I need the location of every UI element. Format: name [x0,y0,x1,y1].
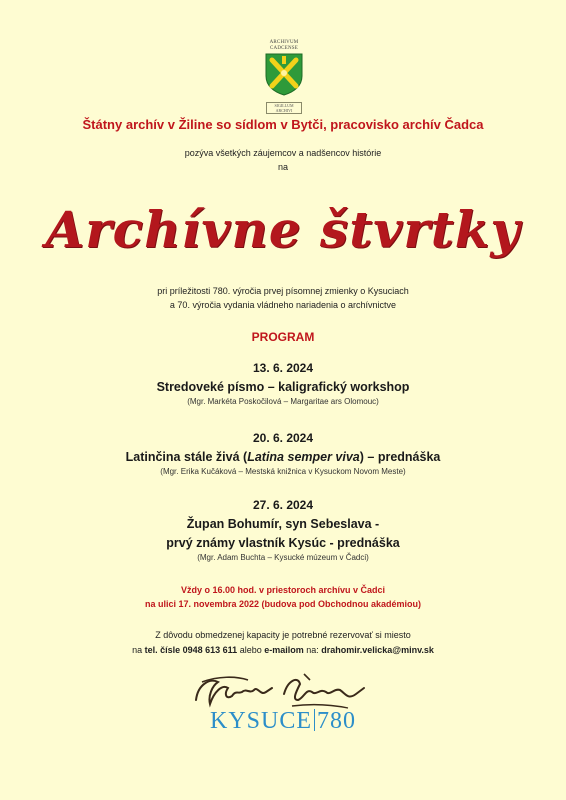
logo-text-left: KYSUCE [209,708,312,734]
occasion-text [0,284,566,312]
reservation-line-1: Z dôvodu obmedzenej kapacity je potrebné rezervovať si miesto [155,630,411,640]
event-title: Archívne štvrtky [45,200,521,259]
notice-line-1: Vždy o 16.00 hod. v priestoroch archívu v Čadci [180,585,386,595]
kysuce-780-logo [178,708,388,735]
reservation-text: na: [303,645,322,655]
organization-heading: Štátny archív v Žiline so sídlom v Bytči, pracovisko archív Čadca [82,117,484,132]
program-heading: PROGRAM [251,330,315,344]
occasion-line-2: a 70. výročia vydania vládneho nariadenia o archívnictve [169,300,397,310]
event-title-line [0,448,566,467]
logo-divider [314,709,315,731]
event-title-latin: Latina semper viva [247,450,360,464]
time-place-notice [0,583,566,611]
event-item [0,361,566,406]
event-speaker: (Mgr. Erika Kučáková – Mestská knižnica v Kysuckom Novom Meste) [160,467,406,476]
event-date: 27. 6. 2024 [252,498,314,512]
event-date: 13. 6. 2024 [252,361,314,375]
event-title-part: Latinčina stále živá ( [125,450,248,464]
crest-bottom-text: SIGILLUM ARCHIVI [266,102,302,114]
event-speaker: (Mgr. Markéta Poskočilová – Margaritae ars Olomouc) [187,397,379,406]
reservation-info [0,628,566,658]
email-link[interactable]: drahomir.velicka@minv.sk [321,645,434,655]
invite-line-1: pozýva všetkých záujemcov a nadšencov histórie [184,148,382,158]
occasion-line-1: pri príležitosti 780. výročia prvej písomnej zmienky o Kysuciach [157,286,409,296]
crest-top-text: ARCHIVUM CADCENSE [269,40,299,51]
logo-text-right: 780 [317,708,356,734]
event-item [0,498,566,562]
event-title-line: prvý známy vlastník Kysúc - prednáška [166,536,400,550]
event-speaker: (Mgr. Adam Buchta – Kysucké múzeum v Čadci) [197,553,369,562]
notice-line-2: na ulici 17. novembra 2022 (budova pod Obchodnou akadémiou) [144,599,422,609]
phone-number[interactable]: tel. čísle 0948 613 611 [144,645,238,655]
event-item [0,431,566,476]
event-date: 20. 6. 2024 [252,431,314,445]
crest-shield-icon [258,52,310,96]
event-title-line: Stredoveké písmo – kaligrafický workshop [156,380,410,394]
reservation-line-2 [0,643,566,658]
reservation-text: alebo [237,645,265,655]
reservation-text: na [132,645,145,655]
email-label: e-mailom [264,645,304,655]
event-title-part: ) – prednáška [359,450,441,464]
coat-of-arms [258,40,310,113]
invite-line-2: na [277,162,288,172]
event-title-line: Župan Bohumír, syn Sebeslava - [186,517,380,531]
